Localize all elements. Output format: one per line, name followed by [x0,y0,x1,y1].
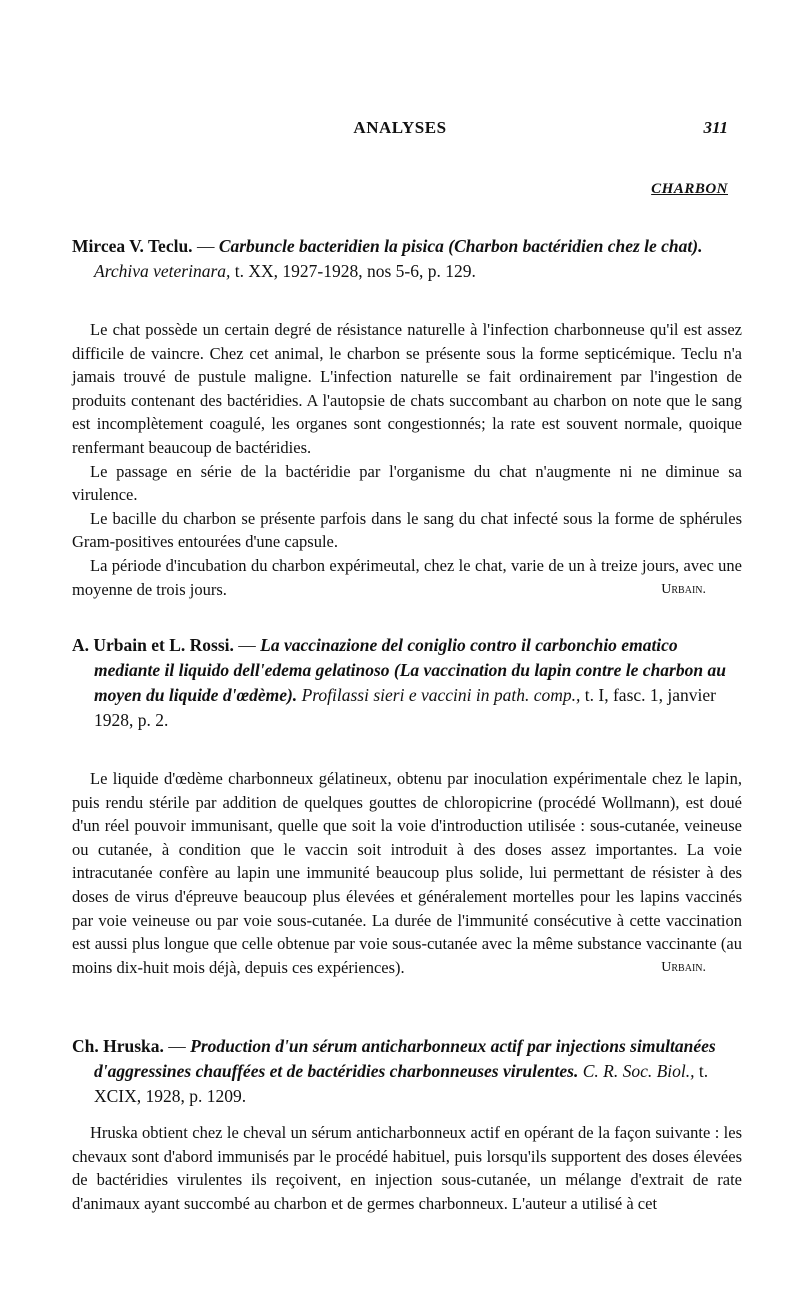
article-reference [72,1034,742,1109]
article-abstract [72,1121,742,1215]
article-title: Production d'un sérum anticharbonneux actif par injections simultanées d'aggressines chauffées et de bactéridies charbonneuses virulentes. [94,1036,716,1081]
article-abstract [72,318,742,601]
abstract-text: La période d'incubation du charbon expérimeutal, chez le chat, varie de un à treize jours, avec une moyenne de trois jours. [72,555,742,599]
article-author: Ch. Hruska. [72,1036,164,1056]
article-author: Mircea V. Teclu. [72,236,193,256]
abstract-paragraph [72,767,742,979]
article-reference [72,633,742,733]
abstract-paragraph: Le chat possède un certain degré de résistance naturelle à l'infection charbonneuse qu'il est assez difficile de vaincre. Chez cet animal, le charbon se présente sous la forme septicémique. Teclu n'a jamais trouvé de pustule maligne. L'infection naturelle se fait ordinairement par l'ingestion de produits contenant des bactéridies. A l'autopsie de chats succombant au charbon on note que le sang est incomplètement coagulé, les organes sont congestionnés; la rate est souvent normale, quoique renfermant beaucoup de bactéridies. [72,320,742,457]
running-title: ANALYSES [353,118,447,137]
abstract-paragraph [72,554,742,601]
abstract-text: Le liquide d'œdème charbonneux gélatineux, obtenu par inoculation expérimentale chez le lapin, puis rendu stérile par addition de quelques gouttes de chloropicrine (procédé Wollmann), est doué d'un réel pouvoir immunisant, quelle que soit la voie d'introduction utilisée : sous-cutanée, veineuse ou cutanée, à condition que le vaccin soit introduit à des doses assez importantes. La voie intracutanée confère au lapin une immunité beaucoup plus solide, lui permettant de résister à des doses de virus d'épreuve beaucoup plus élevées et généralement mortelles pour les lapins vaccinés par voie veineuse ou par voie sous-cutanée. La durée de l'immunité consécutive à cette vaccination est aussi plus longue que celle obtenue par voie sous-cutanée avec la même substance vaccinante (au moins dix-huit mois déjà, depuis ces expériences). [72,769,742,977]
abstract-paragraph: Le bacille du charbon se présente parfois dans le sang du chat infecté sous la forme de sphérules Gram-positives entourées d'une capsule. [72,508,742,552]
page-header [72,118,728,142]
dash: — [163,1036,191,1056]
article-details: t. I, fasc. 1, janvier 1928, p. 2. [94,685,716,730]
abstract-paragraph: Hruska obtient chez le cheval un sérum anticharbonneux actif en opérant de la façon suivante : les chevaux sont d'abord immunisés par le procédé habituel, puis lorsqu'ils supportent des doses élevées de bactéridies virulentes ils reçoivent, en injection sous-cutanée, un mélange d'extrait de rate d'animaux ayant succombé au charbon et de germes charbonneux. L'auteur a utilisé à cet [72,1123,742,1213]
article-author: A. Urbain et L. Rossi. [72,635,234,655]
abstract-paragraph: Le passage en série de la bactéridie par l'organisme du chat n'augmente ni ne diminue sa virulence. [72,461,742,505]
article-title: La vaccinazione del coniglio contro il carbonchio ematico mediante il liquido dell'edema gelatinoso (La vaccination du lapin contre le charbon au moyen du liquide d'œdème). [94,635,726,705]
section-heading: CHARBON [651,181,728,197]
article-details: t. XX, 1927-1928, nos 5-6, p. 129. [230,261,476,281]
article-title: Carbuncle bacteridien la pisica (Charbon bactéridien chez le chat). [218,236,703,256]
signature: Urbain. [661,581,706,597]
page-number: 311 [703,118,728,137]
dash: — [192,236,219,256]
signature: Urbain. [661,959,706,975]
article-abstract [72,767,742,979]
article-journal: C. R. Soc. Biol., [578,1061,695,1081]
article-reference [72,234,742,284]
article-details: t. XCIX, 1928, p. 1209. [94,1061,709,1106]
article-journal: Archiva veterinara, [94,261,231,281]
dash: — [233,635,261,655]
article-journal: Profilassi sieri e vaccini in path. comp., [297,685,581,705]
